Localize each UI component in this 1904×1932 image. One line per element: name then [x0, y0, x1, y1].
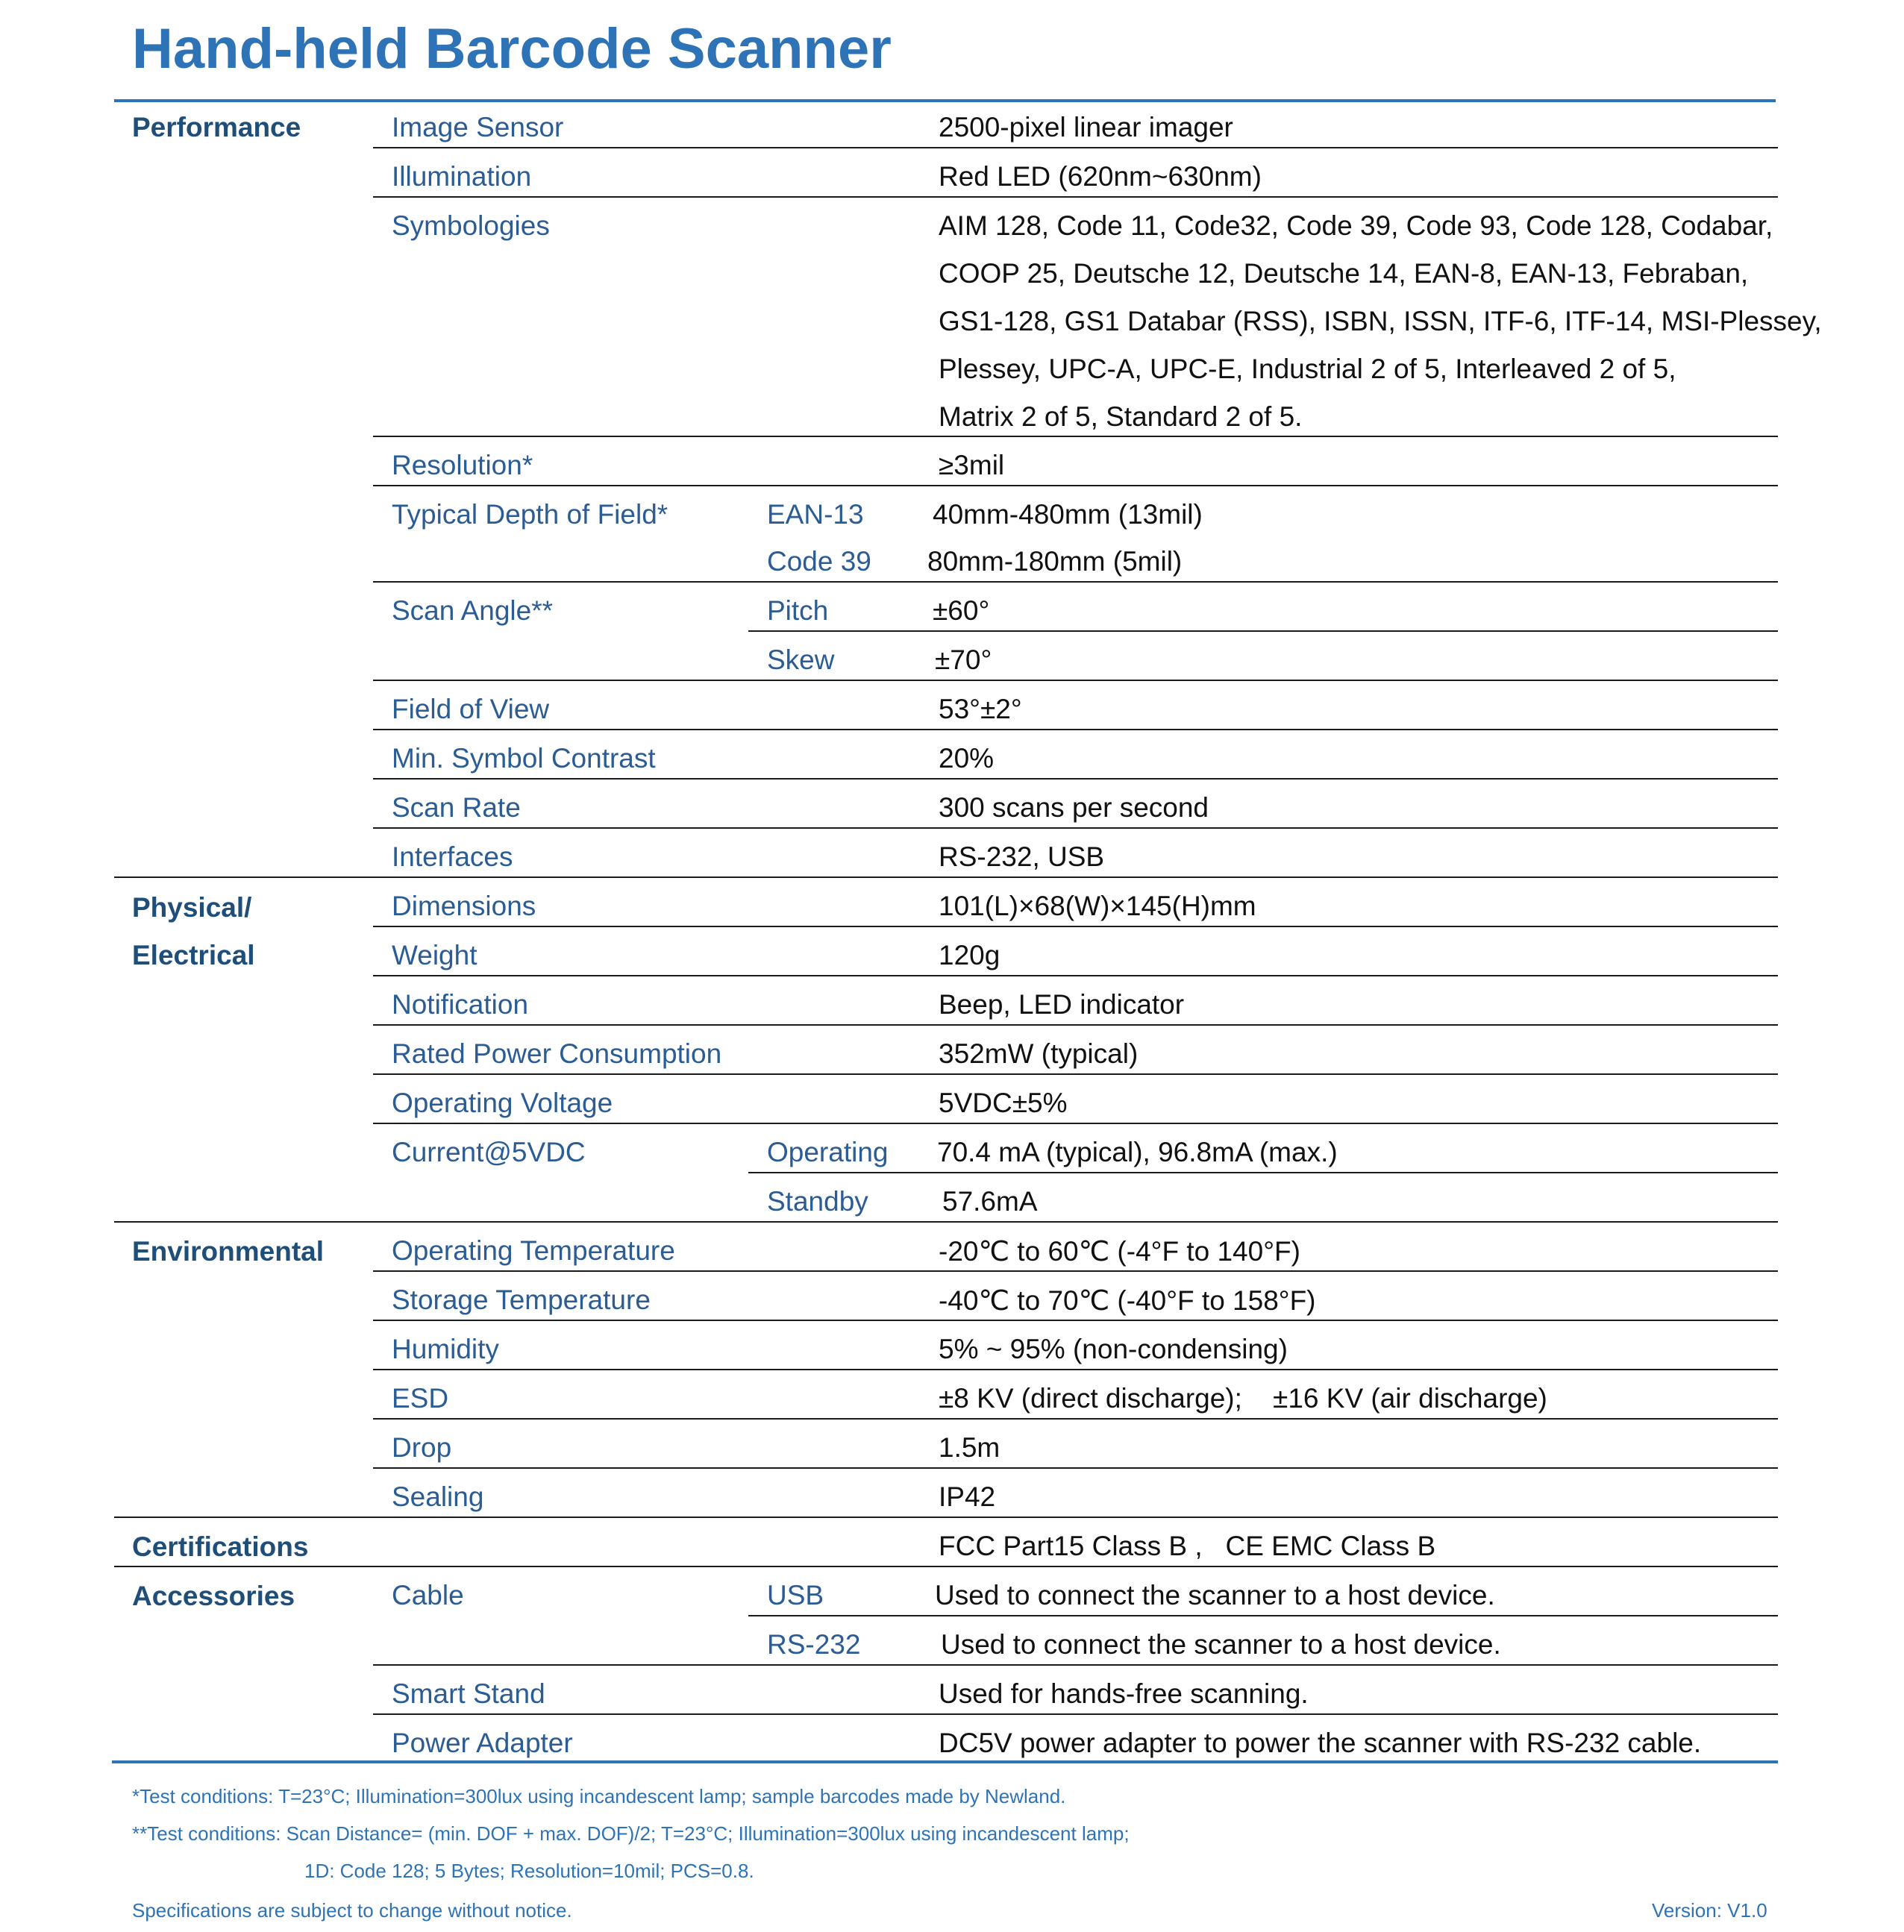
spec-sub-standby: Standby [767, 1186, 868, 1217]
spec-label-esd: ESD [392, 1383, 449, 1414]
footnote-3: 1D: Code 128; 5 Bytes; Resolution=10mil; PCS=0.8. [304, 1860, 754, 1882]
spec-label-min-contrast: Min. Symbol Contrast [392, 743, 656, 774]
spec-value-certifications: FCC Part15 Class B , CE EMC Class B [939, 1531, 1436, 1561]
spec-value-esd: ±8 KV (direct discharge); ±16 KV (air discharge) [939, 1383, 1547, 1414]
row-divider [373, 1024, 1778, 1026]
spec-value-image-sensor: 2500-pixel linear imager [939, 112, 1233, 142]
spec-label-sealing: Sealing [392, 1481, 484, 1512]
spec-sub-pitch: Pitch [767, 595, 829, 626]
spec-sub-code39: Code 39 [767, 546, 871, 577]
spec-label-voltage: Operating Voltage [392, 1088, 613, 1118]
row-divider [373, 926, 1778, 927]
row-divider [748, 1172, 1778, 1173]
row-divider [373, 147, 1778, 148]
spec-value-st-temp: -40℃ to 70℃ (-40°F to 158°F) [939, 1285, 1316, 1316]
section-divider [114, 1221, 1778, 1223]
section-physical: Physical/ [132, 892, 252, 923]
version-label: Version: V1.0 [1652, 1899, 1767, 1922]
section-divider [114, 1517, 1778, 1518]
spec-label-power-adapter: Power Adapter [392, 1728, 573, 1758]
section-divider [114, 1566, 1778, 1567]
disclaimer: Specifications are subject to change without notice. [132, 1899, 572, 1922]
spec-value-pitch: ±60° [933, 595, 990, 626]
row-divider [373, 1123, 1778, 1124]
spec-value-field-of-view: 53°±2° [939, 694, 1022, 724]
row-divider [373, 581, 1778, 583]
spec-label-resolution: Resolution* [392, 450, 533, 480]
section-accessories: Accessories [132, 1581, 295, 1611]
spec-value-humidity: 5% ~ 95% (non-condensing) [939, 1334, 1288, 1364]
section-environmental: Environmental [132, 1236, 324, 1267]
spec-label-humidity: Humidity [392, 1334, 499, 1364]
row-divider [373, 1418, 1778, 1420]
spec-sub-skew: Skew [767, 644, 835, 675]
row-divider [373, 975, 1778, 976]
row-divider [373, 485, 1778, 486]
spec-value-symbologies-line: AIM 128, Code 11, Code32, Code 39, Code 93, Code 128, Codabar, [939, 210, 1773, 241]
spec-label-current: Current@5VDC [392, 1137, 586, 1167]
spec-label-dimensions: Dimensions [392, 891, 536, 921]
spec-value-operating-current: 70.4 mA (typical), 96.8mA (max.) [937, 1137, 1338, 1167]
spec-value-power: 352mW (typical) [939, 1038, 1139, 1069]
row-divider [373, 778, 1778, 780]
spec-value-skew: ±70° [935, 644, 992, 675]
spec-value-usb-cable: Used to connect the scanner to a host device. [935, 1580, 1495, 1610]
page-title: Hand-held Barcode Scanner [132, 17, 892, 81]
section-certifications: Certifications [132, 1531, 309, 1562]
row-divider [748, 1615, 1778, 1616]
footnote-1: *Test conditions: T=23°C; Illumination=300lux using incandescent lamp; sample barcodes made by Newland. [132, 1785, 1066, 1807]
spec-value-smart-stand: Used for hands-free scanning. [939, 1678, 1309, 1709]
spec-label-scan-angle: Scan Angle** [392, 595, 554, 626]
section-performance: Performance [132, 112, 301, 142]
spec-value-standby-current: 57.6mA [942, 1186, 1038, 1217]
spec-value-op-temp: -20℃ to 60℃ (-4°F to 140°F) [939, 1236, 1300, 1267]
spec-value-symbologies-line: Plessey, UPC-A, UPC-E, Industrial 2 of 5, Interleaved 2 of 5, [939, 354, 1676, 384]
spec-value-rs232-cable: Used to connect the scanner to a host device. [941, 1629, 1501, 1660]
spec-value-code39-dof: 80mm-180mm (5mil) [927, 546, 1183, 577]
spec-label-power: Rated Power Consumption [392, 1038, 722, 1069]
row-divider [373, 1467, 1778, 1469]
spec-label-cable: Cable [392, 1580, 464, 1610]
spec-value-sealing: IP42 [939, 1481, 996, 1512]
spec-value-symbologies-line: GS1-128, GS1 Databar (RSS), ISBN, ISSN, ITF-6, ITF-14, MSI-Plessey, [939, 306, 1822, 336]
section-divider [114, 876, 1778, 878]
spec-label-image-sensor: Image Sensor [392, 112, 564, 142]
spec-value-illumination: Red LED (620nm~630nm) [939, 161, 1262, 192]
row-divider [748, 630, 1778, 632]
section-electrical: Electrical [132, 940, 255, 970]
spec-value-voltage: 5VDC±5% [939, 1088, 1068, 1118]
spec-label-symbologies: Symbologies [392, 210, 550, 241]
row-divider [373, 729, 1778, 730]
row-divider [373, 1073, 1778, 1075]
row-divider [373, 1713, 1778, 1715]
spec-label-st-temp: Storage Temperature [392, 1285, 651, 1315]
spec-label-smart-stand: Smart Stand [392, 1678, 545, 1709]
spec-sub-rs232: RS-232 [767, 1629, 861, 1660]
row-divider [373, 827, 1778, 829]
spec-value-notification: Beep, LED indicator [939, 989, 1185, 1020]
row-divider [373, 680, 1778, 681]
spec-label-interfaces: Interfaces [392, 841, 513, 872]
spec-label-illumination: Illumination [392, 161, 532, 192]
spec-value-weight: 120g [939, 940, 1000, 970]
spec-value-resolution: ≥3mil [939, 450, 1005, 480]
spec-sub-operating: Operating [767, 1137, 889, 1167]
row-divider [373, 436, 1778, 437]
spec-label-op-temp: Operating Temperature [392, 1235, 675, 1266]
spec-value-min-contrast: 20% [939, 743, 995, 774]
spec-label-weight: Weight [392, 940, 477, 970]
row-divider [373, 1270, 1778, 1272]
footnote-2: **Test conditions: Scan Distance= (min. DOF + max. DOF)/2; T=23°C; Illumination=300lux using incandescent lamp; [132, 1822, 1130, 1845]
spec-label-drop: Drop [392, 1432, 452, 1463]
row-divider [373, 1320, 1778, 1321]
spec-sub-ean13: EAN-13 [767, 499, 864, 530]
spec-sub-usb: USB [767, 1580, 824, 1610]
row-divider [373, 196, 1778, 198]
spec-value-ean13-dof: 40mm-480mm (13mil) [933, 499, 1203, 530]
spec-label-scan-rate: Scan Rate [392, 792, 521, 823]
spec-label-depth-of-field: Typical Depth of Field* [392, 499, 668, 530]
spec-value-symbologies-line: Matrix 2 of 5, Standard 2 of 5. [939, 401, 1303, 432]
spec-value-scan-rate: 300 scans per second [939, 792, 1209, 823]
row-divider [373, 1664, 1778, 1666]
spec-label-field-of-view: Field of View [392, 694, 550, 724]
table-bottom-divider [112, 1760, 1778, 1763]
spec-value-symbologies-line: COOP 25, Deutsche 12, Deutsche 14, EAN-8, EAN-13, Febraban, [939, 258, 1749, 289]
row-divider [373, 1369, 1778, 1370]
spec-label-notification: Notification [392, 989, 529, 1020]
title-divider [114, 99, 1776, 102]
spec-value-power-adapter: DC5V power adapter to power the scanner with RS-232 cable. [939, 1728, 1702, 1758]
spec-value-dimensions: 101(L)×68(W)×145(H)mm [939, 891, 1256, 921]
spec-value-interfaces: RS-232, USB [939, 841, 1105, 872]
spec-value-drop: 1.5m [939, 1432, 1000, 1463]
